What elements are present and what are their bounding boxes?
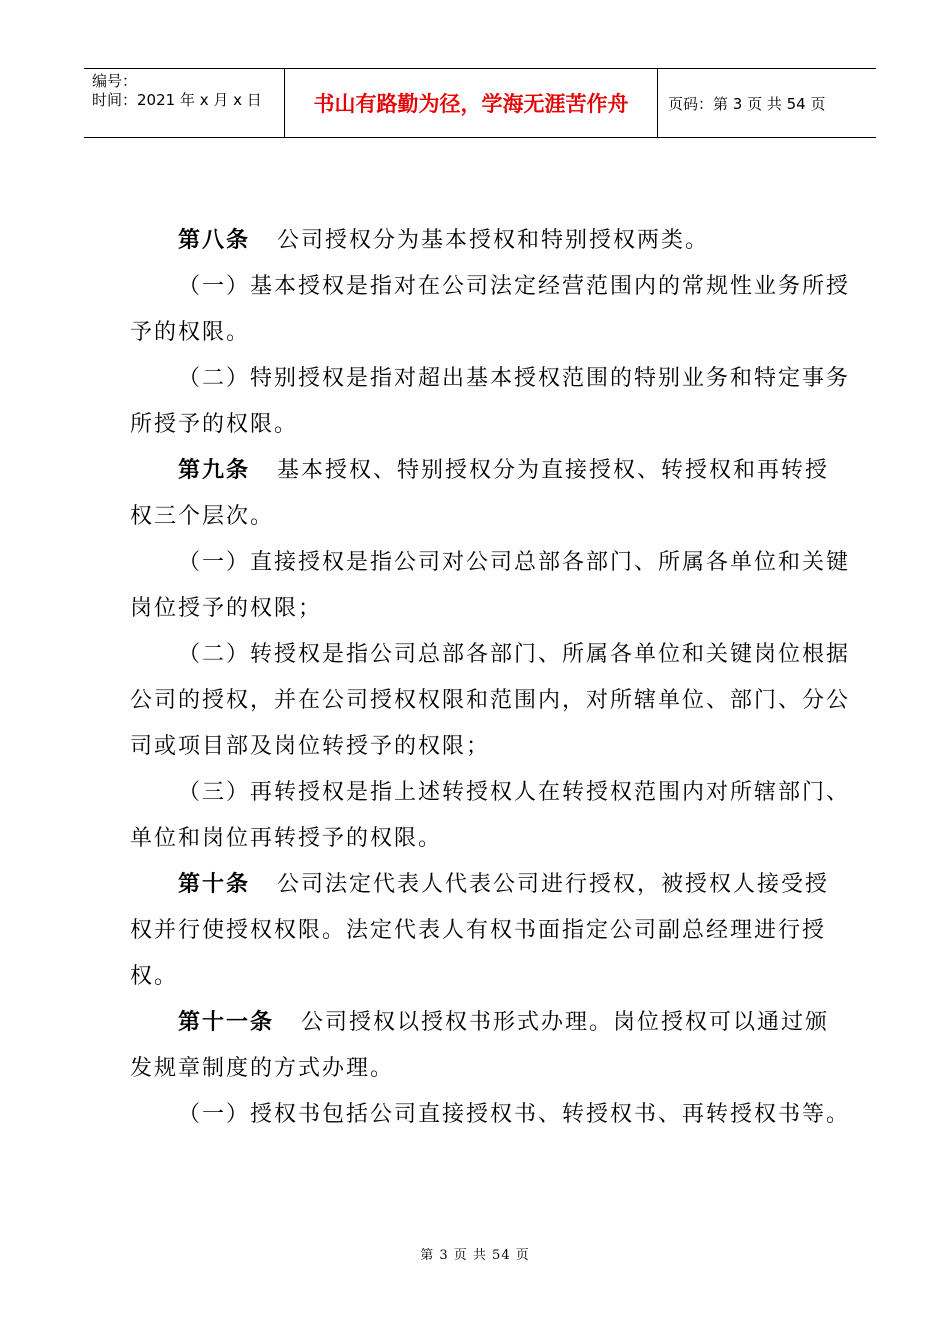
paragraph: [130, 448, 850, 540]
header-meta-cell: [84, 69, 285, 137]
paragraph-text: （一）授权书包括公司直接授权书、转授权书、再转授权书等。: [178, 1102, 851, 1127]
paragraph-text: （三）再转授权是指上述转授权人在转授权范围内对所辖部门、单位和岗位再转授予的权限。: [130, 780, 851, 851]
paragraph: [130, 770, 850, 862]
paragraph: [130, 1092, 850, 1138]
paragraph: [130, 264, 850, 356]
page-footer: 第 3 页 共 54 页: [420, 1248, 530, 1263]
paragraph-text: （一）基本授权是指对在公司法定经营范围内的常规性业务所授予的权限。: [130, 274, 851, 345]
document-date-label: 时间：2021 年 x 月 x 日: [92, 91, 262, 109]
paragraph-text: 公司授权分为基本授权和特别授权两类。: [277, 228, 710, 253]
paragraph-text: 基本授权、特别授权分为直接授权、转授权和再转授权三个层次。: [130, 458, 830, 529]
paragraph-text: 公司法定代表人代表公司进行授权，被授权人接受授权并行使授权权限。法定代表人有权书面指定公司副总经理进行授权。: [130, 872, 830, 989]
paragraph: [130, 218, 850, 264]
document-number-label: 编号：: [92, 72, 138, 90]
header-motto: 书山有路勤为径，学海无涯苦作舟: [313, 92, 629, 116]
header-page-info: 页码：第 3 页 共 54 页: [668, 95, 826, 113]
paragraph-text: 公司授权以授权书形式办理。岗位授权可以通过颁发规章制度的方式办理。: [130, 1010, 830, 1081]
paragraph-text: （一）直接授权是指公司对公司总部各部门、所属各单位和关键岗位授予的权限；: [130, 550, 851, 621]
article-heading: 第十一条: [178, 1010, 275, 1035]
document-body: [130, 218, 850, 1138]
paragraph: [130, 1000, 850, 1092]
article-heading: 第八条: [178, 228, 251, 253]
paragraph: [130, 632, 850, 770]
header-motto-cell: [285, 69, 658, 137]
article-heading: 第十条: [178, 872, 251, 897]
paragraph-text: （二）转授权是指公司总部各部门、所属各单位和关键岗位根据公司的授权，并在公司授权权限和范围内，对所辖单位、部门、分公司或项目部及岗位转授予的权限；: [130, 642, 851, 759]
paragraph-text: （二）特别授权是指对超出基本授权范围的特别业务和特定事务所授予的权限。: [130, 366, 851, 437]
paragraph: [130, 356, 850, 448]
article-heading: 第九条: [178, 458, 251, 483]
page-header: [84, 68, 876, 138]
header-page-cell: [658, 69, 876, 137]
paragraph: [130, 862, 850, 1000]
paragraph: [130, 540, 850, 632]
